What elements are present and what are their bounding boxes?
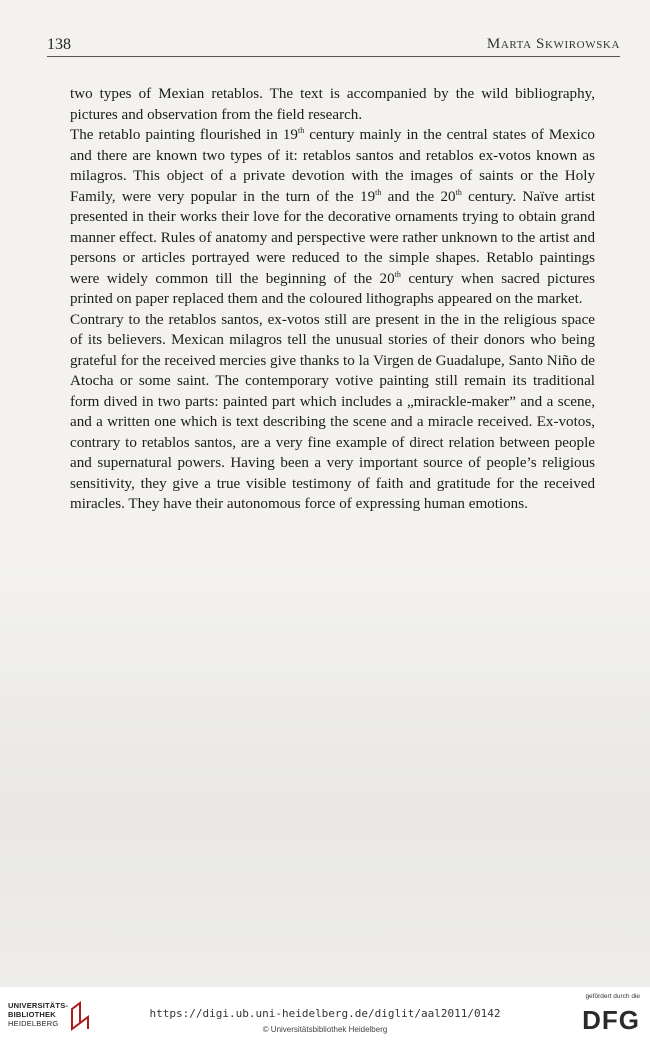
running-head: Marta Skwirowska — [486, 36, 620, 52]
dfg-caption: gefördert durch die — [585, 993, 640, 1000]
dfg-wordmark: DFG — [582, 1005, 640, 1035]
library-line-1: UNIVERSITÄTS- — [8, 1001, 69, 1010]
page-number: 138 — [47, 36, 71, 53]
library-line-3: HEIDELBERG — [8, 1019, 59, 1028]
footer-bar — [0, 987, 650, 1045]
library-line-2: BIBLIOTHEK — [8, 1010, 56, 1019]
page-header — [47, 36, 620, 57]
paragraph-2: The retablo painting flourished in 19th century mainly in the central states of Mexico and there are known two types of it: retablos santos and retablos ex-votos known as milagros. This object of a private devotion with the images of saints or the Holy Family, were very popular in the turn of the 19th and the 20th century. Naïve artist presented in their works their love for the decorative ornaments trying to obtain grand manner effect. Rules of anatomy and perspective were rather unknown to the artist and persons or articles portrayed were reduced to the simple shapes. Retablo paintings were widely common till the beginning of the 20th century when sacred pictures printed on paper replaced them and the coloured lithographs appeared on the market. — [70, 125, 596, 307]
paragraph-1: two types of Mexian retablos. The text is accompanied by the wild bibliography, pictures and observation from the field research. — [70, 86, 595, 123]
dfg-logo[interactable] — [564, 993, 642, 1037]
body-text — [70, 84, 595, 515]
citation-url[interactable]: https://digi.ub.uni-heidelberg.de/diglit/aal2011/0142 — [149, 1007, 501, 1020]
copyright-notice: © Universitätsbibliothek Heidelberg — [262, 1025, 388, 1034]
paragraph-3: Contrary to the retablos santos, ex-votos still are present in the in the religious space of its believers. Mexican milagros tell the unusual stories of their donors who being grateful for the received mercies give thanks to la Virgen de Guadalupe, Santo Niño de Atocha or some saint. The contemporary votive painting still remain its traditional form dived in two parts: painted part which includes a „mirackle-maker” and a scene, and a written one which is text describing the scene and a miracle received. Ex-votos, contrary to retablos santos, are a very fine example of direct relation between people and supernatural powers. Having been a very important source of people’s religious sensitivity, they give a true visible testimony of faith and gratitude for the received miracles. They have their autonomous force of expressing human emotions. — [70, 311, 595, 512]
